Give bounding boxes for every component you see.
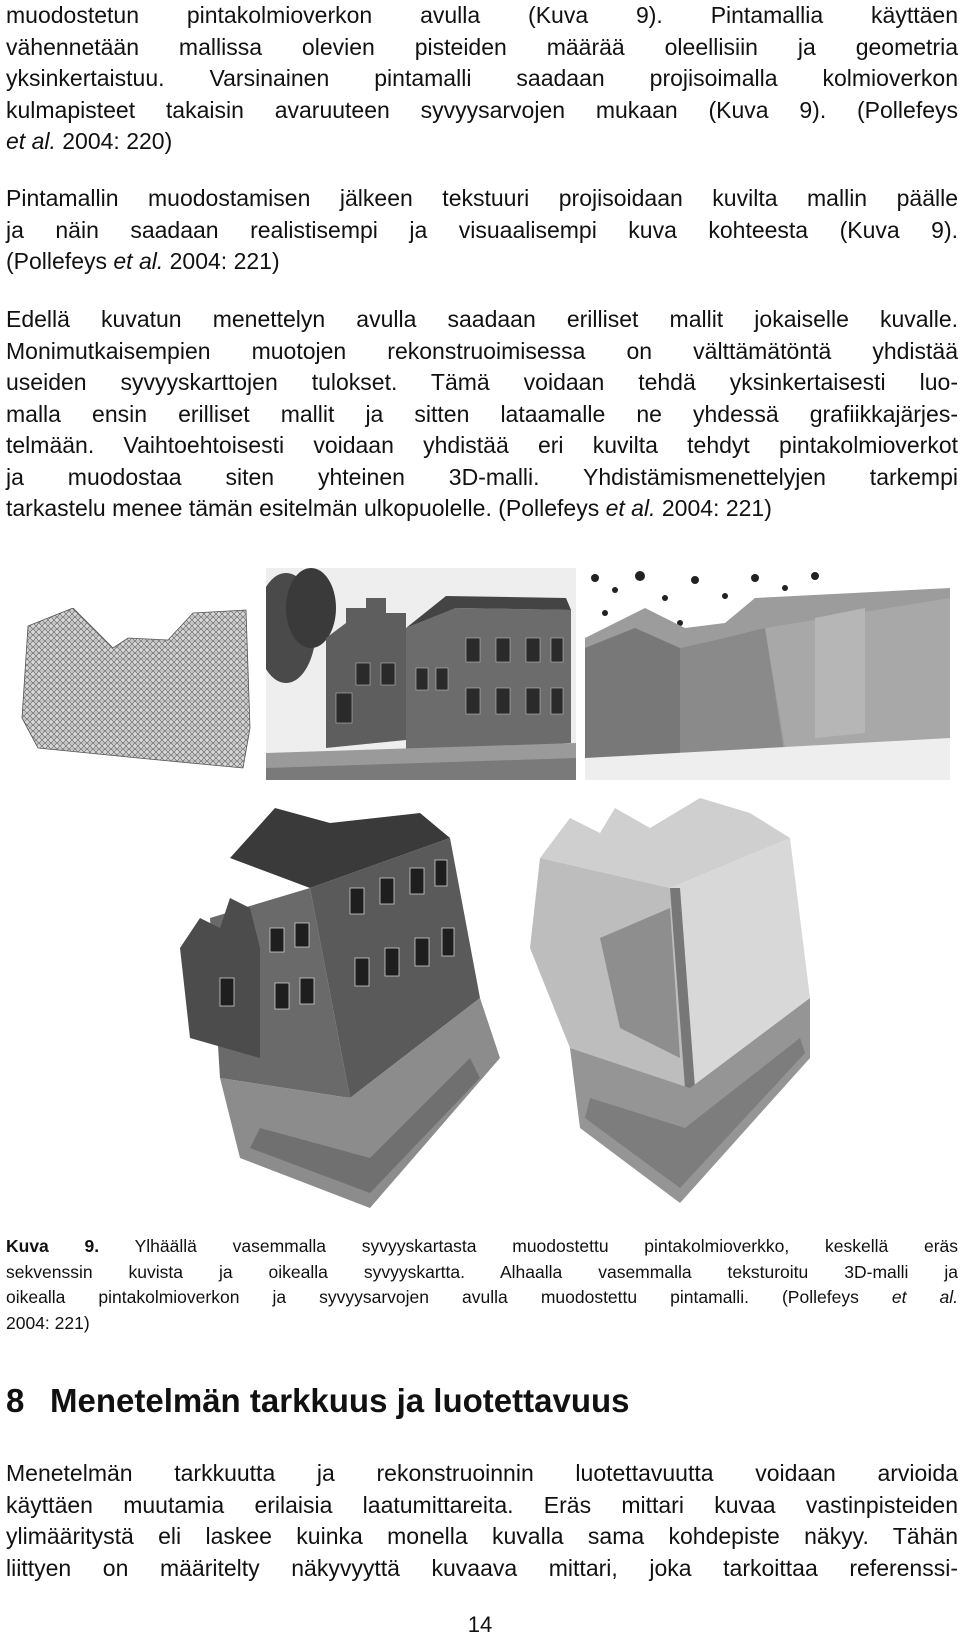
textured-3d-model-image	[180, 798, 510, 1218]
figure-caption	[6, 1234, 958, 1336]
paragraph-1-line: yksinkertaistuu. Varsinainen pintamalli saadaan projisoimalla kolmioverkon	[6, 65, 958, 91]
citation-author: tarkastelu menee tämän esitelmän ulkopuolelle. (Pollefeys	[6, 495, 606, 521]
caption-line: 2004: 221)	[6, 1312, 90, 1333]
section-title: Menetelmän tarkkuus ja luotettavuus	[50, 1382, 630, 1419]
caption-line	[6, 1285, 958, 1311]
page-number: 14	[467, 1612, 493, 1637]
depth-map-image	[585, 568, 950, 780]
paragraph-4	[6, 1458, 958, 1584]
caption-label: Kuva 9.	[6, 1236, 100, 1256]
paragraph-3-line: ja muodostaa siten yhteinen 3D-malli. Yhdistämismenettelyjen tarkempi	[6, 463, 958, 490]
caption-text: oikealla pintakolmioverkon ja syvyysarvojen avulla muodostettu pintamalli. (Pollefeys	[6, 1287, 892, 1307]
paragraph-2-line: ja näin saadaan realistisempi ja visuaalisempi kuva kohteesta (Kuva 9).	[6, 216, 958, 243]
building-photo-image	[266, 568, 576, 780]
citation-author: (Pollefeys	[6, 248, 114, 274]
paragraph-3-line: telmään. Vaihtoehtoisesti voidaan yhdistää eri kuvilta tehdyt pintakolmioverkot	[6, 432, 958, 458]
caption-line: sekvenssin kuvista ja oikealla syvyyskartta. Alhaalla vasemmalla teksturoitu 3D-malli ja	[6, 1261, 958, 1282]
section-heading	[6, 1381, 629, 1421]
paragraph-4-line: ylimääritystä eli laskee kuinka monella kuvalla sama kohdepiste näkyy. Tähän	[6, 1523, 958, 1549]
figure-9	[0, 568, 960, 1218]
paragraph-4-line: liittyen on määritelty näkyvyyttä kuvaava mittari, joka tarkoittaa referenssi-	[6, 1554, 958, 1581]
citation-et-al: et al.	[891, 1287, 958, 1307]
citation-year: 2004: 221)	[163, 248, 280, 274]
paragraph-2-line: Pintamallin muodostamisen jälkeen tekstuuri projisoidaan kuvilta mallin päälle	[6, 185, 958, 211]
paragraph-4-line: käyttäen muutamia erilaisia laatumittareita. Eräs mittari kuvaa vastinpisteiden	[6, 1491, 958, 1518]
citation-et-al: et al.	[113, 248, 164, 274]
paragraph-3-line	[6, 493, 958, 525]
paragraph-1-line	[6, 126, 958, 158]
citation-et-al: et al.	[6, 128, 56, 154]
triangle-mesh-image	[18, 608, 258, 773]
paragraph-4-line: Menetelmän tarkkuutta ja rekonstruoinnin luotettavuutta voidaan arvioida	[6, 1460, 958, 1486]
citation-et-al: et al.	[605, 495, 656, 521]
paragraph-3	[6, 304, 958, 525]
section-number: 8	[6, 1382, 25, 1419]
paragraph-1	[6, 0, 958, 158]
paragraph-3-line: malla ensin erilliset mallit ja sitten lataamalle ne yhdessä grafiikkajärjes-	[6, 400, 958, 427]
paragraph-3-line: Monimutkaisempien muotojen rekonstruoimisessa on välttämätöntä yhdistää	[6, 337, 958, 364]
paragraph-3-line: Edellä kuvatun menettelyn avulla saadaan erilliset mallit jokaiselle kuvalle.	[6, 306, 958, 332]
shaded-surface-model-image	[520, 798, 820, 1208]
paragraph-2	[6, 183, 958, 278]
caption-line	[6, 1234, 958, 1260]
paragraph-1-line: vähennetään mallissa olevien pisteiden määrää oleellisiin ja geometria	[6, 33, 958, 60]
citation-year: 2004: 220)	[55, 128, 173, 154]
paragraph-2-line	[6, 246, 958, 278]
paragraph-3-line: useiden syvyyskarttojen tulokset. Tämä voidaan tehdä yksinkertaisesti luo-	[6, 369, 958, 395]
citation-year: 2004: 221)	[655, 495, 772, 521]
paragraph-1-line: kulmapisteet takaisin avaruuteen syvyysarvojen mukaan (Kuva 9). (Pollefeys	[6, 96, 958, 123]
paragraph-1-line: muodostetun pintakolmioverkon avulla (Kuva 9). Pintamallia käyttäen	[6, 2, 958, 28]
caption-text: Ylhäällä vasemmalla syvyyskartasta muodostettu pintakolmioverkko, keskellä eräs	[99, 1236, 958, 1256]
